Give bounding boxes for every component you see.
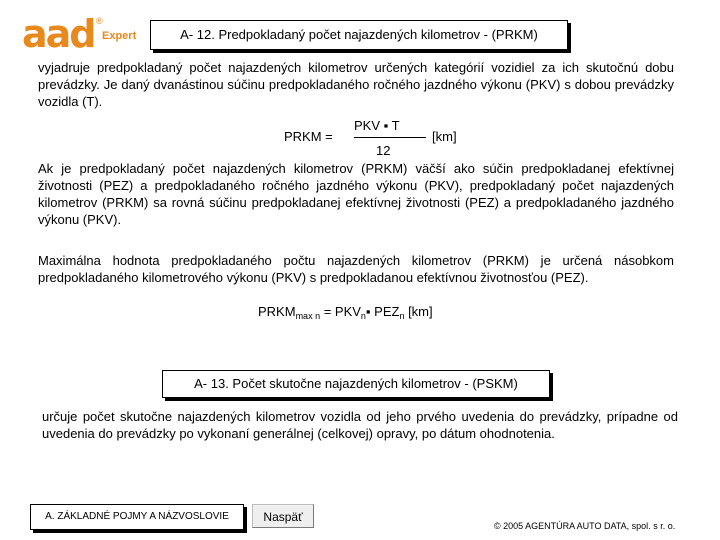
logo-subtitle: Expert (102, 30, 137, 42)
formula-unit: [km] (432, 129, 457, 144)
formula-unit: [km] (404, 304, 433, 319)
formula-numerator: PKV ▪ T (354, 118, 400, 133)
chapter-link-label: A. ZÁKLADNÉ POJMY A NÁZVOSLOVIE (45, 511, 229, 522)
logo-wordmark: aad (22, 12, 95, 56)
chapter-link[interactable] (30, 504, 244, 530)
formula-lhs-subscript: max n (295, 311, 321, 321)
logo-registered-mark: ® (96, 16, 103, 26)
formula-lhs: PRKM (258, 304, 296, 319)
section-title-box-2 (162, 370, 550, 398)
copyright-text: © 2005 AGENTÚRA AUTO DATA, spol. s r. o. (494, 521, 676, 531)
formula-pkv-subscript: n (360, 311, 366, 321)
formula-prkm-max (258, 303, 433, 325)
section-title-box (150, 20, 568, 50)
section-title-2: A- 13. Počet skutočne najazdených kilometrov - (PSKM) (194, 376, 518, 391)
formula-denominator: 12 (376, 143, 391, 158)
formula-label: PRKM = (284, 129, 333, 144)
back-button[interactable]: Naspäť (252, 504, 314, 528)
pskm-paragraph: určuje počet skutočne najazdených kilometrov vozidla od jeho prvého uvedenia do prevádzky, prípadne od uvedenia do prevádzky po vykonaní generálnej (celkovej) opravy, po dátum ohodnotenia. (42, 409, 678, 441)
condition-paragraph: Ak je predpokladaný počet najazdených kilometrov (PRKM) väčší ako súčin predpokladanej efektívnej životnosti (PEZ) a predpokladaného ročného jazdného výkonu (PKV), predpokladaný počet najazdených kilometrov (PRKM) sa rovná súčinu predpokladanej efektívnej životnosti (PEZ) a predpokladaného jazdného výkonu (PKV). (38, 161, 674, 227)
aad-expert-logo (22, 14, 140, 56)
definition-paragraph: vyjadruje predpokladaný počet najazdených kilometrov určených kategórií vozidiel za ich skutočnú dobu prevádzky. Je daný dvanástinou súčinu predpokladaného ročného jazdného výkonu (PKV) s dobou prevádzky vozidla (T). (38, 60, 674, 109)
maximum-paragraph: Maximálna hodnota predpokladaného počtu najazdených kilometrov (PRKM) je určená násobkom predpokladaného kilometrového výkonu (PKV) s predpokladanou efektívnou životnosťou (PEZ). (38, 253, 674, 285)
formula-pez-subscript: n (399, 311, 405, 321)
formula-equals-pkv: = PKV (320, 304, 361, 319)
formula-times-pez: ▪ PEZ (365, 304, 400, 319)
fraction-bar (354, 137, 426, 138)
section-title: A- 12. Predpokladaný počet najazdených kilometrov - (PRKM) (180, 27, 538, 42)
